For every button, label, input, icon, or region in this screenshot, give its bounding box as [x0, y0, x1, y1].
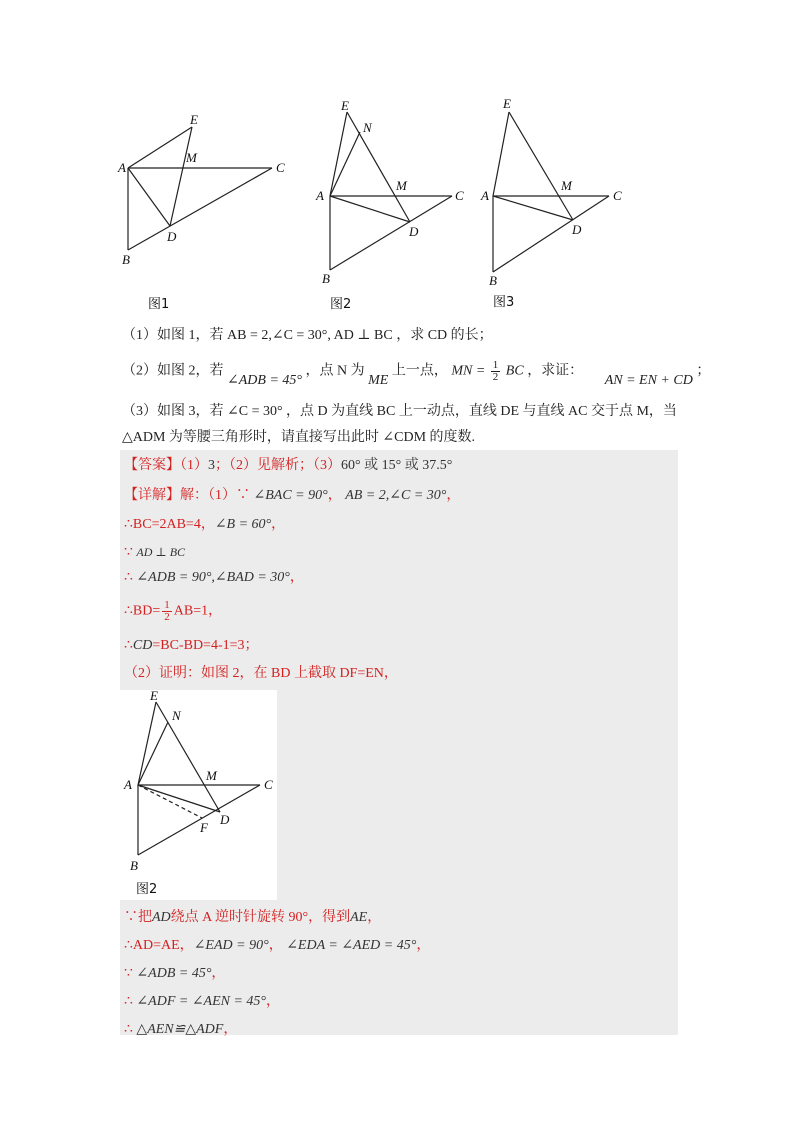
figure-2-diagram — [312, 90, 482, 315]
fig3-label-a: A — [481, 188, 489, 203]
fig2-label-a: A — [316, 188, 324, 203]
q2-mn: MN = — [451, 363, 486, 379]
l10-comma: ， — [211, 966, 226, 981]
solution-figure-2-diagram — [120, 690, 277, 900]
l2-comma: ， — [271, 517, 286, 532]
l2-text: ∴BC=2AB=4， — [124, 517, 215, 532]
fig2-label-c: C — [455, 188, 464, 203]
answer-value-3: 60° 或 15° 或 37.5° — [341, 458, 453, 473]
fig1-label-a: A — [118, 160, 126, 175]
l3-perp: AD ⊥ BC — [136, 545, 186, 559]
detail-line-11 — [124, 992, 280, 1012]
sol-fig2-label-a: A — [124, 777, 132, 792]
l10-angle: ∠ADB = 45° — [136, 966, 212, 981]
q2-bc: BC — [505, 363, 524, 379]
figure-1 — [112, 90, 302, 320]
q2-frac-num: 1 — [492, 359, 499, 371]
l3-because: ∵ — [124, 545, 133, 560]
l9-comma: ， — [268, 938, 283, 953]
fig2-label-d: D — [409, 224, 419, 239]
fig1-caption: 图1 — [148, 297, 170, 312]
sol-fig2-label-d: D — [220, 812, 230, 827]
fig1-label-c: C — [276, 160, 285, 175]
l5-fraction — [162, 600, 172, 623]
answer-part-2: ；（2）见解析；（3） — [215, 458, 341, 473]
detail-line-6 — [124, 636, 259, 656]
q2-angle: ∠ADB = 45° — [227, 372, 302, 388]
figure-3-diagram — [477, 90, 647, 315]
l12-therefore: ∴ — [124, 1022, 133, 1037]
figure-3 — [477, 90, 647, 320]
detail-comma-2: ， — [446, 488, 461, 503]
detail-line-2 — [124, 515, 285, 535]
detail-line-5 — [124, 600, 222, 623]
q2-frac-den: 2 — [492, 371, 499, 383]
detail-line-8 — [124, 908, 381, 928]
figure-1-diagram — [112, 90, 302, 315]
sol-fig2-label-n: N — [172, 708, 181, 723]
l6-cd: CD — [132, 638, 153, 653]
detail-line-9 — [124, 936, 430, 956]
q2-prove: ，求证： — [527, 363, 584, 379]
fig1-label-b: B — [122, 252, 130, 267]
q2-fraction — [491, 360, 501, 383]
l6-calc: =BC-BD=4-1=3； — [152, 638, 259, 653]
question-3-line-1: （3）如图 3，若 ∠C = 30° ，点 D 为直线 BC 上一动点，直线 DE 与直线 AC 交于点 M，当 — [122, 404, 677, 419]
q2-point-n: ，点 N 为 — [305, 363, 365, 379]
fig2-caption: 图2 — [330, 297, 352, 312]
fig2-label-b: B — [322, 271, 330, 286]
q2-segment-me: ME — [368, 372, 389, 388]
detail-given: AB = 2,∠C = 30° — [345, 488, 447, 503]
l4-angles: ∠ADB = 90°,∠BAD = 30° — [136, 570, 290, 585]
l11-angles: ∠ADF = ∠AEN = 45° — [136, 994, 267, 1009]
detail-line-12 — [124, 1020, 237, 1040]
fig2-label-n: N — [363, 120, 372, 135]
figure-2 — [312, 90, 482, 320]
sol-fig2-caption: 图2 — [136, 882, 158, 897]
l9-angle-ead: ∠EAD = 90° — [193, 938, 269, 953]
fig3-label-c: C — [613, 188, 622, 203]
detail-text-1: 解：（1）∵ — [180, 488, 250, 503]
fig3-caption: 图3 — [493, 295, 515, 310]
detail-line-10 — [124, 964, 225, 984]
answer-line — [124, 456, 452, 476]
l12-congruent: △AEN≌△ADF — [136, 1022, 224, 1037]
figure-row — [112, 90, 672, 320]
l5-bd: ∴BD= — [124, 603, 161, 619]
q2-intro: （2）如图 2，若 — [122, 363, 224, 379]
sol-fig2-label-m: M — [206, 768, 217, 783]
detail-line-3 — [124, 542, 185, 563]
l5-ab: AB=1， — [173, 603, 223, 619]
l2-angle-b: ∠B = 60° — [214, 517, 272, 532]
detail-comma-1: ， — [327, 488, 342, 503]
l9-angles: ∠EDA = ∠AED = 45° — [286, 938, 417, 953]
fig2-label-m: M — [396, 178, 407, 193]
l5-frac-den: 2 — [164, 611, 170, 623]
l11-therefore: ∴ — [124, 994, 133, 1009]
l9-comma-2: ， — [416, 938, 431, 953]
fig3-label-e: E — [503, 96, 511, 111]
answer-tag: 【答案】 — [124, 458, 180, 473]
l8-ad: AD — [152, 910, 171, 925]
l8-rotate: ∵把 — [124, 910, 152, 925]
l8-desc: 绕点 A 逆时针旋转 90°，得到 — [170, 910, 351, 925]
fig3-label-d: D — [572, 222, 582, 237]
q2-on-segment: 上一点， — [391, 363, 448, 379]
l8-ae: AE — [350, 910, 368, 925]
fig1-label-d: D — [167, 229, 177, 244]
l4-therefore: ∴ — [124, 570, 133, 585]
sol-fig2-label-f: F — [200, 820, 208, 835]
l11-comma: ， — [266, 994, 281, 1009]
l5-frac-num: 1 — [164, 599, 170, 611]
l9-ad-ae: ∴AD=AE， — [124, 938, 194, 953]
detail-line-1 — [124, 486, 460, 506]
solution-figure-2 — [120, 690, 277, 900]
detail-line-7: （2）证明：如图 2，在 BD 上截取 DF=EN， — [124, 666, 398, 681]
question-1: （1）如图 1，若 AB = 2,∠C = 30°, AD ⊥ BC ，求 CD 的长； — [122, 328, 493, 343]
q2-end: ； — [696, 363, 711, 379]
question-2 — [122, 359, 711, 388]
detail-angle-bac: ∠BAC = 90° — [253, 488, 328, 503]
fig1-label-m: M — [186, 150, 197, 165]
fig2-label-e: E — [341, 98, 349, 113]
sol-fig2-label-b: B — [130, 858, 138, 873]
sol-fig2-label-c: C — [264, 777, 273, 792]
l8-comma: ， — [367, 910, 382, 925]
l6-therefore: ∴ — [124, 638, 133, 653]
answer-value-1: 3 — [208, 458, 215, 473]
fig3-label-m: M — [561, 178, 572, 193]
question-3-line-2: △ADM 为等腰三角形时，请直接写出此时 ∠CDM 的度数. — [122, 430, 476, 445]
fig3-label-b: B — [489, 273, 497, 288]
detail-line-4 — [124, 568, 304, 588]
fig1-label-e: E — [190, 112, 198, 127]
answer-part-1: （1） — [180, 458, 208, 473]
q2-proof-target: AN = EN + CD — [604, 372, 693, 388]
l10-because: ∵ — [124, 966, 133, 981]
l12-comma: ， — [223, 1022, 238, 1037]
sol-fig2-label-e: E — [150, 690, 158, 703]
l4-comma: ， — [289, 570, 304, 585]
detail-tag: 【详解】 — [124, 488, 180, 503]
